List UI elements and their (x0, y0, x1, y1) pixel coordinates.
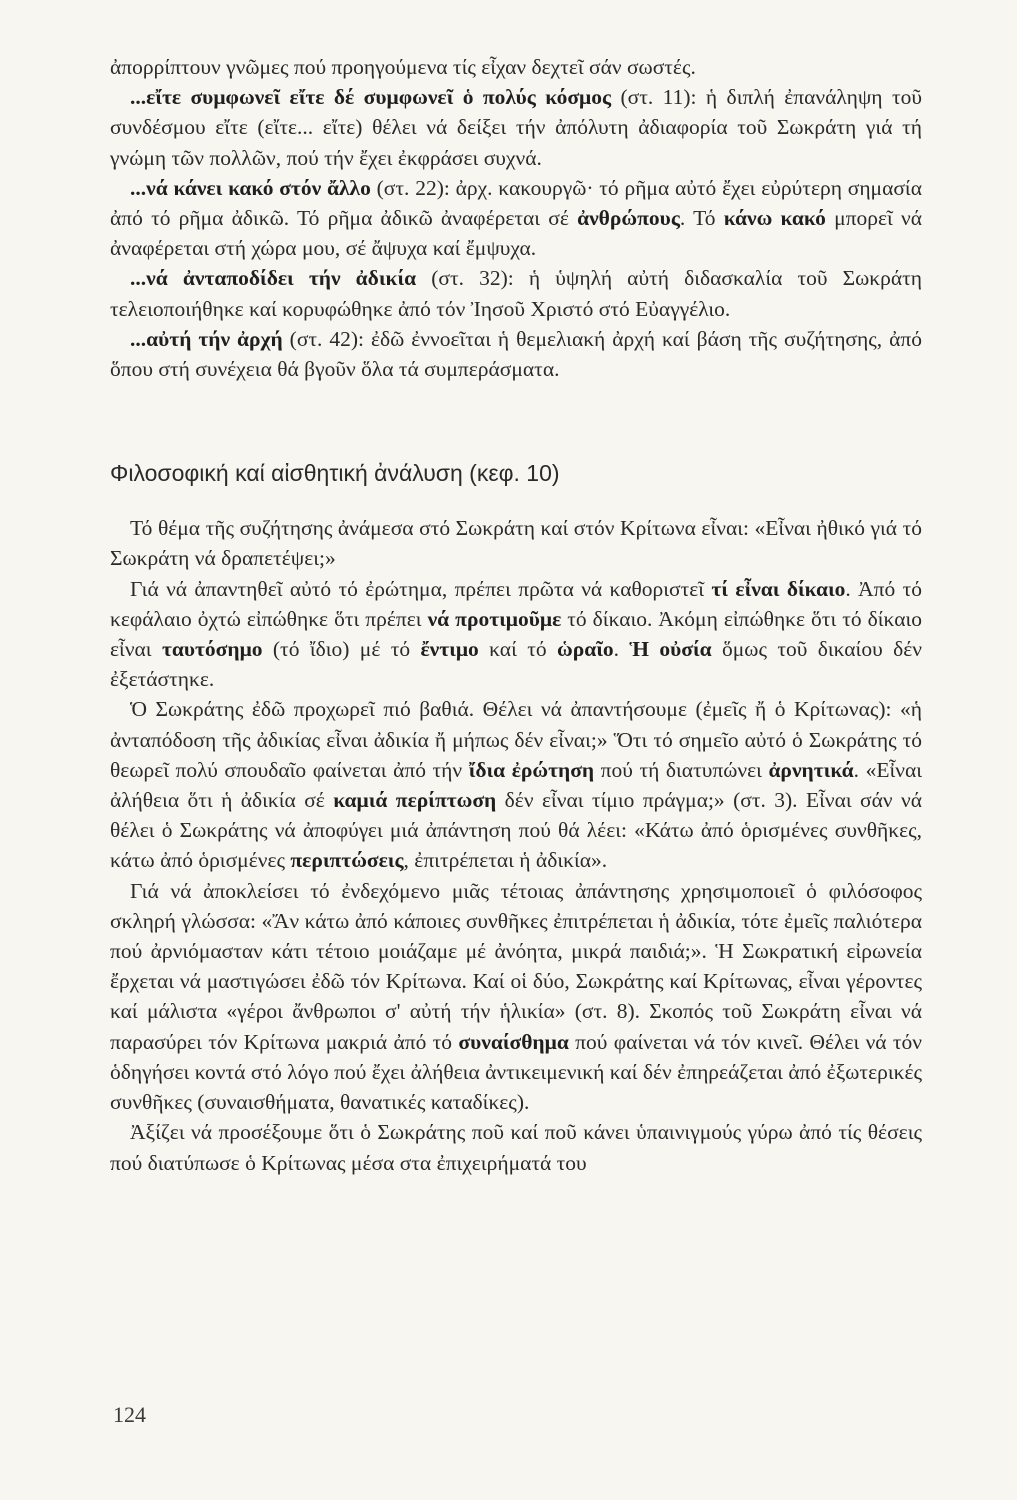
text-run: Τό θέμα τῆς συζήτησης ἀνάμεσα στό Σωκράτη καί στόν Κρίτωνα εἶναι: «Εἶναι ἠθικό γιά τό Σωκράτη νά δραπετέψει;» (110, 516, 922, 571)
page-number: 124 (113, 1402, 146, 1427)
paragraph-intro-4 (110, 324, 922, 384)
paragraph-section-4 (110, 876, 922, 1118)
emphasized-term: ἔντιμο (420, 637, 479, 662)
text-run: πού φαίνεται νά τόν κινεῖ. Θέλει νά τόν ὁδηγήσει κοντά στό λόγο πού ἔχει ἀλήθεια ἀντικειμενική καί δέν ἐπηρεάζεται ἀπό ἐξωτερικές συνθῆκες (συναισθήματα, θανατικές καταδίκες). (110, 1029, 922, 1115)
paragraph-section-5 (110, 1117, 922, 1177)
text-run: μπορεῖ νά ἀναφέρεται στή χώρα μου, σέ ἄψυχα καί ἔμψυχα. (110, 206, 922, 261)
text-run: . (613, 637, 630, 662)
text-run: (τό ἴδιο) μέ τό (262, 637, 421, 662)
emphasized-term: ἀνθρώπους (577, 206, 680, 231)
paragraph-section-3 (110, 694, 922, 875)
text-run: δέν εἶναι τίμιο πράγμα;» (στ. 3). Εἶναι σάν νά θέλει ὁ Σωκράτης νά ἀποφύγει μιά ἀπάντηση πού θά λέει: «Κάτω ἀπό ὁρισμένες συνθῆκες, κάτω ἀπό ὁρισμένες (110, 788, 922, 873)
paragraph-intro-0 (110, 52, 922, 82)
text-run: . «Εἶναι ἀλήθεια ὅτι ἡ ἀδικία σέ (110, 757, 923, 813)
paragraph-intro-3 (110, 263, 922, 323)
emphasized-term: κάνω κακό (723, 206, 826, 231)
emphasized-term: ...νά ἀνταποδίδει τήν ἀδικία (130, 266, 417, 291)
emphasized-term: συναίσθημα (458, 1029, 569, 1054)
text-run: ἀπορρίπτουν γνῶμες πού προηγούμενα τίς εἶχαν δεχτεῖ σάν σωστές. (110, 55, 696, 79)
text-run: (στ. 11): ἡ διπλή ἐπανάληψη τοῦ συνδέσμου εἴτε (εἴτε... εἴτε) θέλει νά δείξει τήν ἀπόλυτη ἀδιαφορία τοῦ Σωκράτη γιά τή γνώμη τῶν πολλῶν, πού τήν ἔχει ἐκφράσει συχνά. (110, 85, 922, 170)
emphasized-term: νά προτιμοῦμε (427, 606, 562, 631)
text-run: Ἀξίζει νά προσέξουμε ὅτι ὁ Σωκράτης ποῦ καί ποῦ κάνει ὑπαινιγμούς γύρω ἀπό τίς θέσεις πού διατύπωσε ὁ Κρίτωνας μέσα στα ἐπιχειρήματά του (110, 1120, 922, 1175)
emphasized-term: τί εἶναι δίκαιο (711, 576, 846, 601)
text-run: (στ. 22): ἀρχ. κακουργῶ· τό ρῆμα αὐτό ἔχει εὐρύτερη σημασία ἀπό τό ρῆμα ἀδικῶ. Τό ρῆμα ἀδικῶ ἀναφέρεται σέ (110, 175, 922, 231)
paragraph-section-1 (110, 513, 922, 573)
paragraph-intro-1 (110, 82, 922, 173)
emphasized-term: ὡραῖο (557, 637, 614, 662)
text-run: (στ. 32): ἡ ὑψηλή αὐτή διδασκαλία τοῦ Σωκράτη τελειοποιήθηκε καί κορυφώθηκε ἀπό τόν Ἰησοῦ Χριστό στό Εὐαγγέλιο. (110, 266, 923, 321)
section-heading: Φιλοσοφική καί αἰσθητική ἀνάλυση (κεφ. 10) (110, 460, 560, 487)
emphasized-term: ἀρνητικά (768, 757, 854, 782)
text-run: , ἐπιτρέπεται ἡ ἀδικία». (403, 848, 608, 873)
text-run: Γιά νά ἀπαντηθεῖ αὐτό τό ἐρώτημα, πρέπει πρῶτα νά καθοριστεῖ (130, 576, 712, 601)
text-run: Γιά νά ἀποκλείσει τό ἐνδεχόμενο μιᾶς τέτοιας ἀπάντησης χρησιμοποιεῖ ὁ φιλόσοφος σκληρή γλώσσα: «Ἄν κάτω ἀπό κάποιες συνθῆκες ἐπιτρέπεται ἡ ἀδικία, τότε ἐμεῖς παλιότερα πού ἀρνιόμασταν κάτι τέτοιο μοιάζαμε μέ ἀνόητα, μικρά παιδιά;». Ἡ Σωκρατική εἰρωνεία ἔρχεται νά μαστιγώσει ἐδῶ τόν Κρίτωνα. Καί οἱ δύο, Σωκράτης καί Κρίτωνας, εἶναι γέροντες καί μάλιστα «γέροι ἄνθρωποι σ' αὐτή τήν ἡλικία» (στ. 8). Σκοπός τοῦ Σωκράτη εἶναι νά παρασύρει τόν Κρίτωνα μακριά ἀπό τό (110, 878, 922, 1054)
emphasized-term: ...νά κάνει κακό στόν ἄλλο (130, 175, 371, 200)
text-run: (στ. 42): ἐδῶ ἐννοεῖται ἡ θεμελιακή ἀρχή καί βάση τῆς συζήτησης, ἀπό ὅπου στή συνέχεια θά βγοῦν ὅλα τά συμπεράσματα. (110, 326, 922, 382)
text-run: Ὁ Σωκράτης ἐδῶ προχωρεῖ πιό βαθιά. Θέλει νά ἀπαντήσουμε (ἐμεῖς ἤ ὁ Κρίτωνας): «ἡ ἀνταπόδοση τῆς ἀδικίας εἶναι ἀδικία ἤ μήπως δέν εἶναι;» Ὅτι τό σημεῖο αὐτό ὁ Σωκράτης τό θεωρεῖ πολύ σπουδαῖο φαίνεται ἀπό τήν (110, 697, 922, 782)
emphasized-term: ...αὐτή τήν ἀρχή (130, 326, 283, 351)
text-run: πού τή διατυπώνει (594, 757, 769, 782)
text-run: ὅμως τοῦ δικαίου δέν ἐξετάστηκε. (110, 637, 922, 692)
text-run: . Ἀπό τό κεφάλαιο ὀχτώ εἰπώθηκε ὅτι πρέπει (110, 576, 922, 631)
paragraph-section-2 (110, 574, 922, 695)
emphasized-term: ἴδια ἐρώτηση (468, 757, 595, 782)
emphasized-term: καμιά περίπτωση (333, 788, 497, 813)
emphasized-term: περιπτώσεις (290, 848, 404, 873)
text-run: τό δίκαιο. Ἀκόμη εἰπώθηκε ὅτι τό δίκαιο εἶναι (110, 606, 922, 662)
emphasized-term: ταυτόσημο (161, 637, 263, 662)
emphasized-term: ...εἴτε συμφωνεῖ εἴτε δέ συμφωνεῖ ὁ πολύς κόσμος (130, 85, 612, 110)
text-run: καί τό (478, 637, 557, 662)
text-run: . Τό (679, 206, 724, 231)
page-body (110, 52, 922, 1178)
emphasized-term: Ἡ οὐσία (629, 637, 712, 662)
paragraph-intro-2 (110, 173, 922, 264)
